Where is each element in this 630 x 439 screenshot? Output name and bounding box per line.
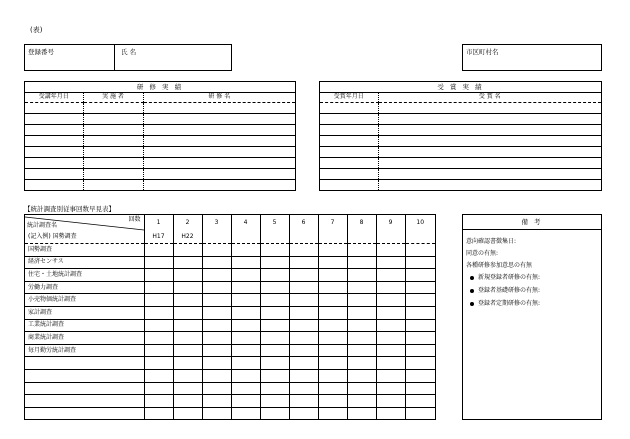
survey-count-cell[interactable] bbox=[173, 332, 202, 345]
survey-count-cell[interactable] bbox=[173, 319, 202, 332]
survey-count-cell[interactable] bbox=[376, 357, 405, 370]
survey-count-cell[interactable] bbox=[289, 357, 318, 370]
survey-count-cell[interactable] bbox=[231, 244, 260, 257]
survey-count-cell[interactable] bbox=[376, 319, 405, 332]
award-record-table bbox=[319, 81, 602, 191]
city-box[interactable] bbox=[462, 44, 602, 71]
count-number: 3 bbox=[202, 215, 231, 231]
survey-name-cell[interactable]: (記入例) 国勢調査 bbox=[25, 231, 144, 244]
survey-count-cell[interactable] bbox=[231, 370, 260, 383]
corner-label: 統計調査名 bbox=[27, 222, 58, 229]
survey-count-cell[interactable] bbox=[376, 395, 405, 408]
survey-count-cell[interactable]: H22 bbox=[173, 231, 202, 244]
survey-count-cell[interactable] bbox=[376, 294, 405, 307]
survey-count-cell[interactable] bbox=[173, 307, 202, 320]
survey-count-cell[interactable] bbox=[376, 244, 405, 257]
survey-count-cell[interactable] bbox=[347, 244, 376, 257]
survey-name-cell[interactable] bbox=[25, 370, 144, 383]
survey-count-cell[interactable] bbox=[347, 269, 376, 282]
survey-count-cell[interactable] bbox=[405, 370, 435, 383]
survey-count-cell[interactable] bbox=[260, 407, 289, 420]
survey-grid bbox=[25, 215, 435, 420]
count-label: 回数 bbox=[128, 216, 141, 223]
survey-count-cell[interactable] bbox=[231, 231, 260, 244]
survey-count-cell[interactable] bbox=[173, 344, 202, 357]
remark-bullet-text: 新規登録者研修の有無: bbox=[478, 274, 541, 281]
cell[interactable] bbox=[320, 157, 378, 168]
page-label: (表) bbox=[30, 26, 43, 34]
survey-name-cell[interactable]: 商業統計調査 bbox=[25, 332, 144, 345]
count-number: 10 bbox=[416, 219, 425, 226]
survey-count-cell[interactable] bbox=[289, 307, 318, 320]
survey-count-cell[interactable] bbox=[202, 231, 231, 244]
survey-count-cell[interactable] bbox=[376, 332, 405, 345]
survey-count-cell[interactable] bbox=[260, 395, 289, 408]
survey-count-cell[interactable] bbox=[289, 407, 318, 420]
survey-count-cell[interactable] bbox=[202, 332, 231, 345]
count-number: 6 bbox=[289, 215, 318, 231]
survey-row bbox=[25, 294, 435, 307]
survey-count-cell[interactable] bbox=[173, 244, 202, 257]
survey-count-cell[interactable] bbox=[202, 294, 231, 307]
survey-name-cell[interactable]: 家計調査 bbox=[25, 307, 144, 320]
survey-count-cell[interactable] bbox=[318, 281, 347, 294]
cell[interactable] bbox=[25, 157, 83, 168]
survey-count-cell[interactable] bbox=[405, 231, 435, 244]
survey-count-cell[interactable] bbox=[173, 294, 202, 307]
cell[interactable] bbox=[320, 135, 378, 146]
cell[interactable] bbox=[143, 113, 295, 124]
survey-count-cell[interactable] bbox=[260, 319, 289, 332]
survey-count-cell[interactable] bbox=[260, 357, 289, 370]
survey-count-cell[interactable] bbox=[202, 395, 231, 408]
survey-row bbox=[25, 344, 435, 357]
survey-count-cell[interactable] bbox=[347, 344, 376, 357]
survey-count-cell[interactable] bbox=[231, 319, 260, 332]
survey-row bbox=[25, 244, 435, 257]
survey-count-cell[interactable] bbox=[144, 407, 173, 420]
survey-name-cell[interactable] bbox=[25, 395, 144, 408]
survey-count-cell[interactable] bbox=[173, 370, 202, 383]
count-number: 2 bbox=[173, 215, 202, 231]
survey-count-cell[interactable] bbox=[347, 281, 376, 294]
cell[interactable] bbox=[143, 135, 295, 146]
survey-count-cell[interactable] bbox=[231, 294, 260, 307]
survey-count-cell[interactable] bbox=[260, 231, 289, 244]
cell[interactable] bbox=[143, 102, 295, 113]
survey-count-cell[interactable] bbox=[144, 307, 173, 320]
cell[interactable] bbox=[320, 102, 378, 113]
survey-name-cell[interactable]: 国勢調査 bbox=[25, 244, 144, 257]
survey-count-cell[interactable] bbox=[231, 382, 260, 395]
survey-count-cell[interactable] bbox=[231, 256, 260, 269]
survey-count-cell[interactable] bbox=[405, 281, 435, 294]
survey-count-cell[interactable] bbox=[260, 344, 289, 357]
training-record-table bbox=[24, 81, 296, 191]
survey-count-cell[interactable] bbox=[144, 281, 173, 294]
survey-count-cell[interactable] bbox=[202, 256, 231, 269]
survey-count-cell[interactable] bbox=[347, 395, 376, 408]
survey-count-cell[interactable] bbox=[289, 332, 318, 345]
survey-count-cell[interactable] bbox=[289, 382, 318, 395]
cell[interactable] bbox=[83, 124, 143, 135]
award-title: 受 賞 実 績 bbox=[437, 83, 484, 91]
survey-count-cell[interactable] bbox=[347, 382, 376, 395]
cell[interactable] bbox=[378, 102, 601, 113]
survey-name-cell[interactable] bbox=[25, 407, 144, 420]
survey-count-cell[interactable] bbox=[347, 256, 376, 269]
award-grid bbox=[320, 93, 601, 190]
cell[interactable] bbox=[378, 179, 601, 190]
name-label: 氏 名 bbox=[121, 48, 137, 56]
bullet-icon bbox=[470, 276, 474, 280]
cell[interactable] bbox=[83, 168, 143, 179]
remarks-title: 備 考 bbox=[521, 218, 543, 226]
survey-count-cell[interactable] bbox=[260, 307, 289, 320]
cell[interactable] bbox=[320, 168, 378, 179]
survey-name-cell[interactable]: 小売物価統計調査 bbox=[25, 294, 144, 307]
survey-count-cell[interactable] bbox=[405, 344, 435, 357]
cell[interactable] bbox=[25, 179, 83, 190]
remark-bullet bbox=[470, 298, 540, 307]
survey-count-cell[interactable] bbox=[231, 307, 260, 320]
survey-name-cell[interactable] bbox=[25, 357, 144, 370]
survey-count-cell[interactable] bbox=[405, 269, 435, 282]
survey-count-cell[interactable] bbox=[144, 256, 173, 269]
survey-count-cell[interactable] bbox=[405, 294, 435, 307]
survey-count-cell[interactable] bbox=[318, 256, 347, 269]
cell[interactable] bbox=[143, 124, 295, 135]
survey-count-cell[interactable] bbox=[202, 407, 231, 420]
survey-name-cell[interactable] bbox=[25, 382, 144, 395]
survey-count-table bbox=[24, 214, 436, 420]
survey-count-cell[interactable] bbox=[318, 269, 347, 282]
cell[interactable] bbox=[143, 179, 295, 190]
survey-count-cell[interactable] bbox=[231, 269, 260, 282]
survey-count-cell[interactable] bbox=[405, 256, 435, 269]
survey-count-cell[interactable] bbox=[173, 269, 202, 282]
survey-count-cell[interactable] bbox=[173, 407, 202, 420]
survey-count-cell[interactable] bbox=[231, 395, 260, 408]
survey-row bbox=[25, 231, 435, 244]
survey-count-cell[interactable] bbox=[405, 407, 435, 420]
survey-count-cell[interactable] bbox=[173, 382, 202, 395]
survey-count-cell[interactable] bbox=[289, 344, 318, 357]
survey-count-cell[interactable] bbox=[347, 294, 376, 307]
survey-count-cell[interactable] bbox=[347, 407, 376, 420]
survey-name-cell[interactable]: 工業統計調査 bbox=[25, 319, 144, 332]
survey-count-cell[interactable] bbox=[405, 332, 435, 345]
survey-count-cell[interactable] bbox=[318, 407, 347, 420]
survey-row bbox=[25, 269, 435, 282]
survey-count-cell[interactable] bbox=[405, 395, 435, 408]
survey-count-cell[interactable] bbox=[231, 357, 260, 370]
survey-count-cell[interactable] bbox=[173, 256, 202, 269]
survey-row bbox=[25, 281, 435, 294]
survey-count-cell[interactable] bbox=[318, 294, 347, 307]
survey-count-cell[interactable] bbox=[405, 382, 435, 395]
cell[interactable] bbox=[378, 168, 601, 179]
survey-count-cell[interactable] bbox=[318, 370, 347, 383]
cell[interactable] bbox=[378, 124, 601, 135]
cell[interactable] bbox=[25, 168, 83, 179]
survey-count-cell[interactable] bbox=[347, 231, 376, 244]
cell[interactable] bbox=[25, 135, 83, 146]
survey-count-cell[interactable] bbox=[405, 319, 435, 332]
survey-count-cell[interactable] bbox=[405, 307, 435, 320]
cell[interactable] bbox=[25, 124, 83, 135]
survey-count-cell[interactable] bbox=[347, 332, 376, 345]
survey-count-cell[interactable] bbox=[202, 281, 231, 294]
corner-cell bbox=[25, 215, 144, 231]
training-grid bbox=[25, 93, 295, 190]
bullet-icon bbox=[470, 289, 474, 293]
divider bbox=[463, 229, 601, 230]
survey-count-cell[interactable] bbox=[318, 395, 347, 408]
survey-count-cell[interactable] bbox=[318, 332, 347, 345]
survey-count-cell[interactable] bbox=[318, 382, 347, 395]
survey-count-cell[interactable] bbox=[318, 344, 347, 357]
cell[interactable] bbox=[320, 179, 378, 190]
survey-count-cell[interactable] bbox=[347, 307, 376, 320]
remark-bullet bbox=[470, 272, 540, 281]
survey-count-cell[interactable] bbox=[318, 319, 347, 332]
training-title: 研 修 実 績 bbox=[136, 83, 184, 91]
survey-count-cell[interactable] bbox=[376, 307, 405, 320]
survey-count-cell[interactable] bbox=[173, 281, 202, 294]
survey-count-cell[interactable] bbox=[347, 357, 376, 370]
survey-count-cell[interactable] bbox=[289, 269, 318, 282]
cell[interactable] bbox=[83, 146, 143, 157]
cell[interactable] bbox=[83, 157, 143, 168]
survey-count-cell[interactable] bbox=[289, 256, 318, 269]
survey-count-cell[interactable] bbox=[144, 244, 173, 257]
count-number: 9 bbox=[376, 215, 405, 231]
count-number: 5 bbox=[260, 215, 289, 231]
col-date: 受賞年月日 bbox=[320, 93, 378, 102]
survey-count-cell[interactable] bbox=[289, 370, 318, 383]
survey-count-cell[interactable] bbox=[144, 269, 173, 282]
survey-count-cell[interactable] bbox=[202, 382, 231, 395]
remark-line: 意向確認書徴集日: bbox=[466, 238, 517, 245]
survey-count-cell[interactable] bbox=[347, 370, 376, 383]
col-name: 研 修 名 bbox=[143, 93, 295, 102]
survey-count-cell[interactable] bbox=[144, 370, 173, 383]
survey-row bbox=[25, 319, 435, 332]
cell[interactable] bbox=[83, 102, 143, 113]
cell[interactable] bbox=[143, 157, 295, 168]
survey-count-cell[interactable] bbox=[260, 281, 289, 294]
cell[interactable] bbox=[83, 135, 143, 146]
survey-count-cell[interactable] bbox=[173, 357, 202, 370]
survey-count-cell[interactable] bbox=[318, 307, 347, 320]
survey-count-cell[interactable] bbox=[289, 244, 318, 257]
remark-bullet-text: 登録者定期研修の有無: bbox=[478, 300, 541, 307]
survey-row bbox=[25, 307, 435, 320]
cell[interactable] bbox=[83, 179, 143, 190]
survey-name-cell[interactable]: 労働力調査 bbox=[25, 281, 144, 294]
cell[interactable] bbox=[378, 157, 601, 168]
city-label: 市区町村名 bbox=[466, 48, 499, 56]
cell[interactable] bbox=[378, 135, 601, 146]
count-number: 1 bbox=[144, 215, 173, 231]
survey-count-cell[interactable] bbox=[376, 269, 405, 282]
survey-count-cell[interactable] bbox=[144, 395, 173, 408]
survey-section-title: 【統計調査別従事回数早見表】 bbox=[24, 205, 115, 213]
survey-count-cell[interactable] bbox=[376, 382, 405, 395]
remark-bullet-text: 登録者基礎研修の有無: bbox=[478, 287, 541, 294]
survey-count-cell[interactable] bbox=[260, 256, 289, 269]
col-name: 受 賞 名 bbox=[378, 93, 601, 102]
survey-count-cell[interactable] bbox=[144, 332, 173, 345]
cell[interactable] bbox=[143, 146, 295, 157]
survey-count-cell[interactable] bbox=[260, 370, 289, 383]
survey-count-cell[interactable] bbox=[376, 344, 405, 357]
survey-row bbox=[25, 332, 435, 345]
survey-count-cell[interactable] bbox=[144, 319, 173, 332]
cell[interactable] bbox=[378, 146, 601, 157]
remark-bullet bbox=[470, 285, 540, 294]
reg-no-label: 登録番号 bbox=[28, 48, 54, 56]
survey-count-cell[interactable] bbox=[405, 244, 435, 257]
survey-count-cell[interactable] bbox=[376, 281, 405, 294]
cell[interactable] bbox=[25, 102, 83, 113]
survey-count-cell[interactable] bbox=[260, 382, 289, 395]
survey-count-cell[interactable] bbox=[376, 231, 405, 244]
survey-row bbox=[25, 407, 435, 420]
survey-row bbox=[25, 357, 435, 370]
survey-count-cell[interactable] bbox=[289, 231, 318, 244]
survey-count-cell[interactable] bbox=[231, 332, 260, 345]
survey-count-cell[interactable] bbox=[289, 395, 318, 408]
survey-count-cell[interactable] bbox=[289, 319, 318, 332]
remarks-box[interactable] bbox=[462, 214, 602, 420]
cell[interactable] bbox=[320, 124, 378, 135]
survey-count-cell[interactable] bbox=[144, 294, 173, 307]
survey-count-cell[interactable] bbox=[260, 244, 289, 257]
col-org: 実 施 者 bbox=[83, 93, 143, 102]
survey-count-cell[interactable] bbox=[289, 281, 318, 294]
name-field[interactable] bbox=[115, 55, 231, 70]
survey-name-cell[interactable]: 経済センサス bbox=[25, 256, 144, 269]
survey-count-cell[interactable] bbox=[202, 269, 231, 282]
survey-count-cell[interactable] bbox=[376, 407, 405, 420]
survey-count-cell[interactable]: H17 bbox=[144, 231, 173, 244]
survey-count-cell[interactable] bbox=[318, 357, 347, 370]
count-number: 7 bbox=[318, 215, 347, 231]
survey-row bbox=[25, 256, 435, 269]
survey-count-cell[interactable] bbox=[202, 357, 231, 370]
survey-count-cell[interactable] bbox=[376, 256, 405, 269]
survey-count-cell[interactable] bbox=[347, 319, 376, 332]
survey-row bbox=[25, 370, 435, 383]
col-date: 受講年月日 bbox=[25, 93, 83, 102]
cell[interactable] bbox=[83, 113, 143, 124]
survey-count-cell[interactable] bbox=[318, 231, 347, 244]
survey-count-cell[interactable] bbox=[405, 357, 435, 370]
cell[interactable] bbox=[320, 113, 378, 124]
survey-count-cell[interactable] bbox=[231, 281, 260, 294]
count-number: 4 bbox=[231, 215, 260, 231]
cell[interactable] bbox=[25, 146, 83, 157]
reg-no-field[interactable] bbox=[25, 55, 113, 70]
survey-count-cell[interactable] bbox=[173, 395, 202, 408]
survey-count-cell[interactable] bbox=[202, 370, 231, 383]
survey-row bbox=[25, 382, 435, 395]
cell[interactable] bbox=[378, 113, 601, 124]
survey-count-cell[interactable] bbox=[289, 294, 318, 307]
remark-line: 同意の有無: bbox=[466, 250, 499, 257]
count-number: 8 bbox=[347, 215, 376, 231]
cell[interactable] bbox=[143, 168, 295, 179]
survey-count-cell[interactable] bbox=[144, 357, 173, 370]
survey-name-cell[interactable]: 住宅・土地統計調査 bbox=[25, 269, 144, 282]
survey-count-cell[interactable] bbox=[202, 244, 231, 257]
survey-count-cell[interactable] bbox=[260, 269, 289, 282]
bullet-icon bbox=[470, 302, 474, 306]
survey-count-cell[interactable] bbox=[144, 382, 173, 395]
survey-count-cell[interactable] bbox=[202, 307, 231, 320]
survey-name-cell[interactable]: 毎月勤労統計調査 bbox=[25, 344, 144, 357]
remark-line: 各種研修参加意思の有無 bbox=[466, 262, 533, 269]
survey-count-cell[interactable] bbox=[231, 344, 260, 357]
survey-count-cell[interactable] bbox=[202, 319, 231, 332]
survey-row bbox=[25, 395, 435, 408]
cell[interactable] bbox=[25, 113, 83, 124]
survey-count-cell[interactable] bbox=[202, 344, 231, 357]
survey-count-cell[interactable] bbox=[260, 294, 289, 307]
survey-count-cell[interactable] bbox=[231, 407, 260, 420]
survey-count-cell[interactable] bbox=[144, 344, 173, 357]
survey-count-cell[interactable] bbox=[376, 370, 405, 383]
cell[interactable] bbox=[320, 146, 378, 157]
survey-count-cell[interactable] bbox=[260, 332, 289, 345]
survey-count-cell[interactable] bbox=[318, 244, 347, 257]
